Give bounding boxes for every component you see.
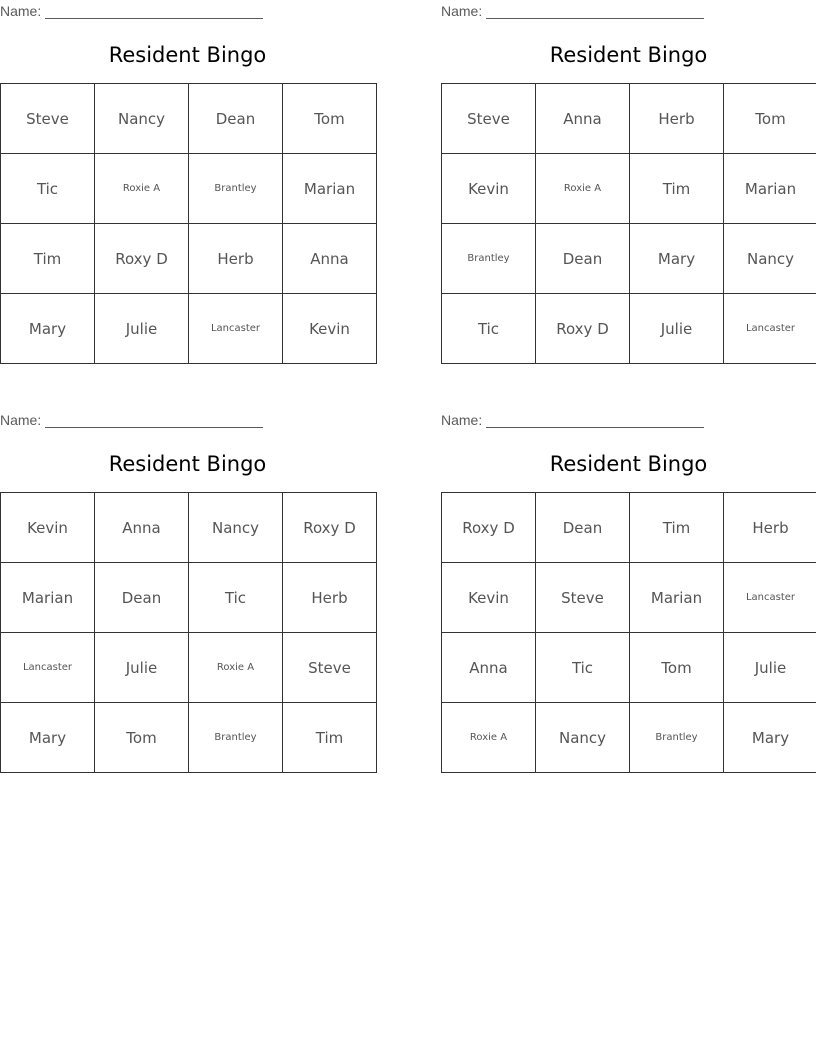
bingo-cell: Tom bbox=[630, 633, 724, 703]
bingo-row bbox=[442, 224, 816, 294]
name-blank-line bbox=[486, 415, 704, 428]
name-blank-line bbox=[45, 415, 263, 428]
bingo-cell: Mary bbox=[1, 294, 95, 364]
bingo-row bbox=[1, 84, 377, 154]
bingo-cell: Herb bbox=[189, 224, 283, 294]
bingo-row bbox=[442, 633, 816, 703]
bingo-cell: Lancaster bbox=[1, 633, 95, 703]
bingo-cell: Tom bbox=[724, 84, 816, 154]
name-blank-line bbox=[45, 6, 263, 19]
bingo-cell: Roxie A bbox=[536, 154, 630, 224]
bingo-cell: Steve bbox=[442, 84, 536, 154]
bingo-cell: Kevin bbox=[442, 563, 536, 633]
bingo-cell: Tic bbox=[1, 154, 95, 224]
bingo-cell: Roxie A bbox=[95, 154, 189, 224]
bingo-row bbox=[1, 703, 377, 773]
bingo-cell: Brantley bbox=[442, 224, 536, 294]
bingo-cell: Tom bbox=[283, 84, 377, 154]
bingo-cell: Tic bbox=[442, 294, 536, 364]
card-title: Resident Bingo bbox=[108, 43, 267, 67]
bingo-cell: Roxie A bbox=[189, 633, 283, 703]
name-field bbox=[0, 412, 263, 428]
name-field bbox=[441, 3, 704, 19]
bingo-cell: Tic bbox=[536, 633, 630, 703]
bingo-row bbox=[442, 703, 816, 773]
bingo-grid bbox=[0, 492, 377, 773]
bingo-cell: Nancy bbox=[724, 224, 816, 294]
bingo-cell: Lancaster bbox=[189, 294, 283, 364]
name-field bbox=[441, 412, 704, 428]
bingo-cell: Marian bbox=[283, 154, 377, 224]
bingo-row bbox=[442, 294, 816, 364]
name-label: Name: bbox=[441, 412, 483, 428]
bingo-card-1 bbox=[0, 0, 375, 365]
bingo-row bbox=[1, 224, 377, 294]
bingo-cell: Mary bbox=[1, 703, 95, 773]
bingo-row bbox=[1, 563, 377, 633]
bingo-cell: Roxy D bbox=[95, 224, 189, 294]
bingo-cell: Tim bbox=[630, 493, 724, 563]
bingo-cell: Roxie A bbox=[442, 703, 536, 773]
card-title: Resident Bingo bbox=[549, 452, 708, 476]
bingo-row bbox=[442, 154, 816, 224]
bingo-cell: Mary bbox=[630, 224, 724, 294]
bingo-cell: Herb bbox=[630, 84, 724, 154]
bingo-row bbox=[1, 294, 377, 364]
name-label: Name: bbox=[441, 3, 483, 19]
bingo-cell: Julie bbox=[95, 294, 189, 364]
bingo-cell: Kevin bbox=[283, 294, 377, 364]
bingo-cell: Dean bbox=[536, 493, 630, 563]
bingo-cell: Roxy D bbox=[536, 294, 630, 364]
name-blank-line bbox=[486, 6, 704, 19]
bingo-cell: Anna bbox=[95, 493, 189, 563]
card-title: Resident Bingo bbox=[549, 43, 708, 67]
bingo-cell: Tim bbox=[630, 154, 724, 224]
bingo-cell: Marian bbox=[1, 563, 95, 633]
bingo-grid bbox=[441, 83, 816, 364]
bingo-grid bbox=[441, 492, 816, 773]
bingo-cell: Anna bbox=[536, 84, 630, 154]
bingo-cell: Marian bbox=[724, 154, 816, 224]
bingo-cell: Dean bbox=[536, 224, 630, 294]
bingo-cell: Nancy bbox=[95, 84, 189, 154]
bingo-cell: Herb bbox=[724, 493, 816, 563]
bingo-cell: Nancy bbox=[189, 493, 283, 563]
bingo-cell: Tim bbox=[283, 703, 377, 773]
bingo-card-2 bbox=[441, 0, 816, 365]
bingo-cell: Anna bbox=[283, 224, 377, 294]
name-label: Name: bbox=[0, 412, 42, 428]
bingo-cell: Tic bbox=[189, 563, 283, 633]
bingo-cell: Roxy D bbox=[442, 493, 536, 563]
bingo-row bbox=[1, 493, 377, 563]
bingo-cell: Herb bbox=[283, 563, 377, 633]
name-label: Name: bbox=[0, 3, 42, 19]
bingo-cell: Dean bbox=[95, 563, 189, 633]
bingo-cell: Julie bbox=[630, 294, 724, 364]
bingo-cell: Tim bbox=[1, 224, 95, 294]
bingo-cell: Steve bbox=[283, 633, 377, 703]
bingo-cell: Nancy bbox=[536, 703, 630, 773]
bingo-cell: Marian bbox=[630, 563, 724, 633]
bingo-cell: Brantley bbox=[189, 154, 283, 224]
bingo-row bbox=[442, 493, 816, 563]
bingo-row bbox=[442, 84, 816, 154]
bingo-cell: Lancaster bbox=[724, 563, 816, 633]
bingo-cell: Julie bbox=[724, 633, 816, 703]
bingo-cell: Kevin bbox=[442, 154, 536, 224]
bingo-cell: Dean bbox=[189, 84, 283, 154]
bingo-cell: Roxy D bbox=[283, 493, 377, 563]
bingo-card-4 bbox=[441, 409, 816, 774]
bingo-cell: Brantley bbox=[630, 703, 724, 773]
bingo-grid bbox=[0, 83, 377, 364]
bingo-cell: Brantley bbox=[189, 703, 283, 773]
bingo-row bbox=[1, 633, 377, 703]
bingo-row bbox=[1, 154, 377, 224]
name-field bbox=[0, 3, 263, 19]
bingo-cell: Steve bbox=[536, 563, 630, 633]
bingo-cell: Mary bbox=[724, 703, 816, 773]
bingo-cell: Julie bbox=[95, 633, 189, 703]
bingo-cell: Anna bbox=[442, 633, 536, 703]
bingo-cell: Lancaster bbox=[724, 294, 816, 364]
bingo-card-3 bbox=[0, 409, 375, 774]
bingo-cell: Tom bbox=[95, 703, 189, 773]
bingo-cell: Steve bbox=[1, 84, 95, 154]
bingo-row bbox=[442, 563, 816, 633]
card-title: Resident Bingo bbox=[108, 452, 267, 476]
bingo-cell: Kevin bbox=[1, 493, 95, 563]
